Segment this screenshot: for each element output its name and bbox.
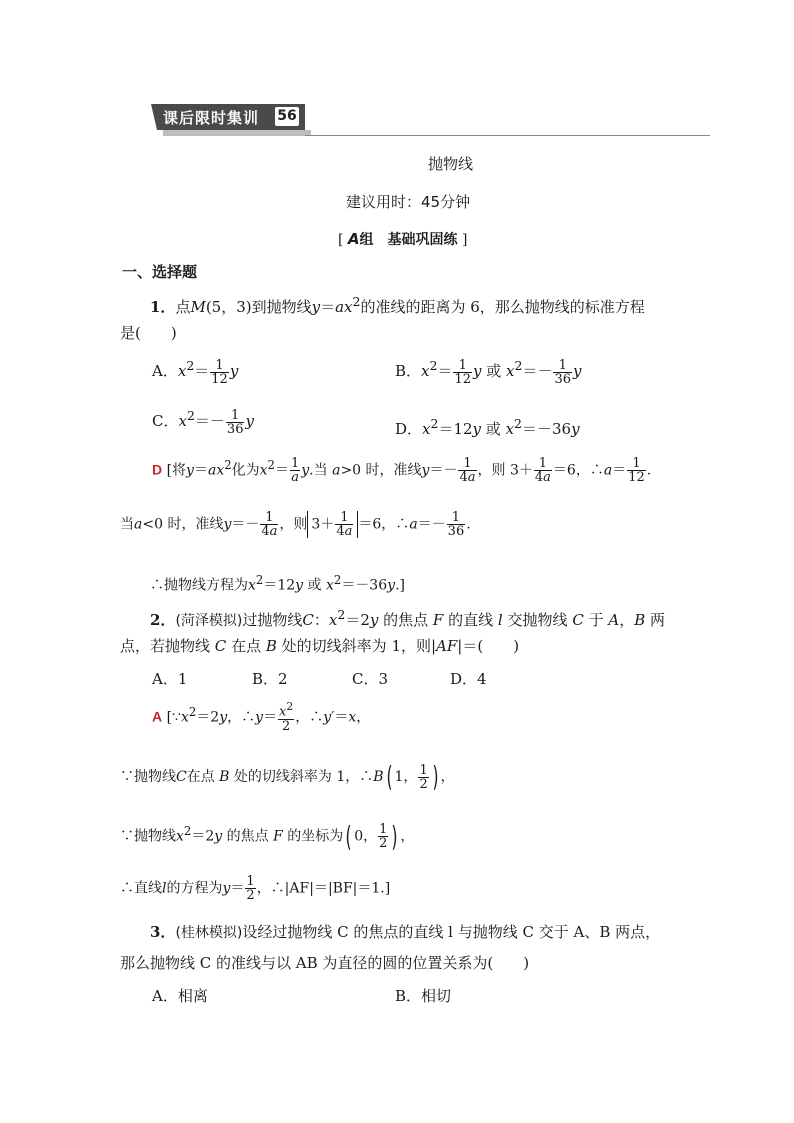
q3-stem-line1 [150,922,660,943]
header-title: 课后限时集训 [163,109,260,127]
header-banner-tip [151,104,157,130]
group-letter: A [347,230,360,248]
q1-sol3: ∴抛物线方程为 [150,577,248,594]
q1-opt-c-label: C． [152,412,179,430]
doc-title: 抛物线 [428,155,474,173]
q1-option-d: D．$x^2=12y$ 或 $x^2=-36y$ [395,416,580,438]
q3-stem-line2: 那么抛物线 C 的准线与以 AB 为直径的圆的位置关系为( ) [120,954,530,972]
q2-solution-line4: ∴直线l的方程为y＝ $\frac{1}{2}$ ，∴|AF|＝|BF|＝1.] [120,874,391,903]
q2-sol4-mid: 的方程为 [166,880,223,897]
q2-sol1-mid: ，∴ [227,709,256,726]
q1-solution-line1: D [将$y=ax^2$化为$x^2=$ $\frac{1}{a}$ y.当 a>0 时，准线y＝－ $\frac{1}{4a}$ ，则 3＋ $\frac{1}{4a}$ ＝6，∴a＝ $\frac{1}{12}$ . [152,456,652,486]
q2-sol1-end: ，∴ [295,709,324,726]
time-note: 建议用时：45分钟 [346,193,471,211]
q1-stem-b: (5，3)到抛物线 [205,298,312,316]
q1-sol1-pre: [将 [166,462,187,479]
q2-source: (菏泽模拟) [175,613,243,629]
q3-source: (桂林模拟) [175,925,243,941]
q2-solution-line3: ∵抛物线$x^2=2y$ 的焦点 F 的坐标为( 0， $\frac{1}{2}$ ) ， [120,819,415,853]
q2-stem-c: 的直线 [448,611,494,629]
q2-sol4-pre: ∴直线 [120,880,162,897]
q2-stem-l2c: 处的切线斜率为 1，则| [281,637,437,655]
q2-stem-a: 过抛物线 [242,611,303,629]
q1-stem-c: 的准线的距离为 6，那么抛物线的标准方程 [360,298,645,316]
q2-option-d: D．4 [450,670,487,688]
q1-sol1-then: ，则 3＋ [477,462,533,479]
q2-sol4-end: ，∴|AF|＝|BF|＝1.] [256,880,391,897]
group-label [338,229,467,250]
q3-stem-text1: 设经过抛物线 C 的焦点的直线 l 与抛物线 C 交于 A、B 两点， [242,923,661,941]
header-rule [305,135,710,136]
bracket-open: [ [338,232,344,248]
q2-answer: A [152,708,163,725]
q1-sol1-eq: ＝6，∴ [552,462,604,479]
q2-sol3-mid: 的焦点 [226,828,269,845]
q1-sol3-or: 或 [307,577,322,594]
q2-solution-line2: ∵抛物线C在点 B 处的切线斜率为 1，∴B( 1， $\frac{1}{2}$ ) ， [120,760,455,793]
q1-sol2-eq: ＝6，∴ [358,516,410,533]
q1-opt-b-label: B． [395,362,422,380]
q1-sol1-cond: .当 [309,462,328,479]
q2-sol1-pre: [∵ [166,709,181,726]
q2-sol3-end: 的坐标为 [287,828,344,845]
q1-sol1-mid: 化为 [231,462,260,479]
q1-answer: D [152,461,163,478]
q1-opt-d-label: D． [395,420,423,438]
header-number-badge: 56 [275,107,299,126]
q2-stem-b: 的焦点 [383,611,429,629]
q2-sol2-end: 处的切线斜率为 1，∴ [233,769,374,785]
q1-stem-a: 点 [175,298,191,316]
q1-stem-line2: 是( ) [120,324,177,342]
q3-option-b: B．相切 [395,987,452,1005]
q3-option-a: A．相离 [152,987,208,1005]
q2-stem-f: 两 [650,611,666,629]
q2-sol2-pre: ∵抛物线 [120,769,176,785]
q3-number: 3． [150,923,176,941]
q1-stem-line1: 1．点M(5，3)到抛物线$y=ax^2$的准线的距离为 6，那么抛物线的标准方程 [150,294,645,316]
q1-opt-a-label: A． [152,362,178,380]
q2-option-b: B．2 [252,670,288,688]
q1-sol2-pre: 当 [120,516,134,533]
q2-sol2-mid: 在点 [186,769,215,785]
q1-sol3-end: .] [395,577,405,594]
q1-solution-line2: 当a<0 时，准线y＝－ $\frac{1}{4a}$ ，则 3＋ $\frac{1}{4a}$ ＝6，∴a＝－ $\frac{1}{36}$ . [120,510,471,539]
q2-solution-line1: A [$\because x^2=2y$，∴y＝ $\frac{x^2}{2}$ ，∴y′＝x， [152,700,371,734]
q2-number: 2． [150,611,176,629]
q1-number: 1． [150,298,176,316]
q2-stem-l2a: 点，若抛物线 [120,637,211,655]
q2-stem-l2d: |＝( ) [457,637,520,655]
q2-stem-line1: 2．(菏泽模拟)过抛物线C：$x^2=2y$ 的焦点 F 的直线 l 交抛物线 C 于 A，B 两 [150,607,666,629]
q2-stem-l2b: 在点 [231,637,262,655]
q1-sol2-then: ，则 [279,516,308,533]
q2-option-a: A．1 [152,670,188,688]
q2-stem-line2: 点，若抛物线 C 在点 B 处的切线斜率为 1，则|AF|＝( ) [120,637,520,655]
q1-sol2-cond: <0 时，准线 [142,516,224,533]
header-shadow [163,130,311,136]
q2-sol3-pre: ∵抛物线 [120,828,176,845]
header-banner [157,104,305,130]
q2-option-c: C．3 [352,670,389,688]
q2-stem-d: 交抛物线 [507,611,568,629]
q1-option-b: B．$x^2=$ $\frac{1}{12}$ y 或 $x^2=-$ $\frac{1}{36}$ y [395,357,582,387]
bracket-close: ] [461,232,468,248]
q1-sol1-cond2: >0 时，准线 [340,462,422,479]
section-heading: 一、选择题 [122,263,198,281]
q1-option-a: A．$x^2=$ $\frac{1}{12}$ y [152,357,239,387]
group-text: 组 基础巩固练 [359,232,458,248]
q1-solution-line3: ∴抛物线方程为$x^2=12y$ 或 $x^2=-36y$.] [150,573,405,594]
q1-option-c: C．$x^2=-$ $\frac{1}{36}$ y [152,407,254,437]
q2-stem-e: 于 [588,611,604,629]
